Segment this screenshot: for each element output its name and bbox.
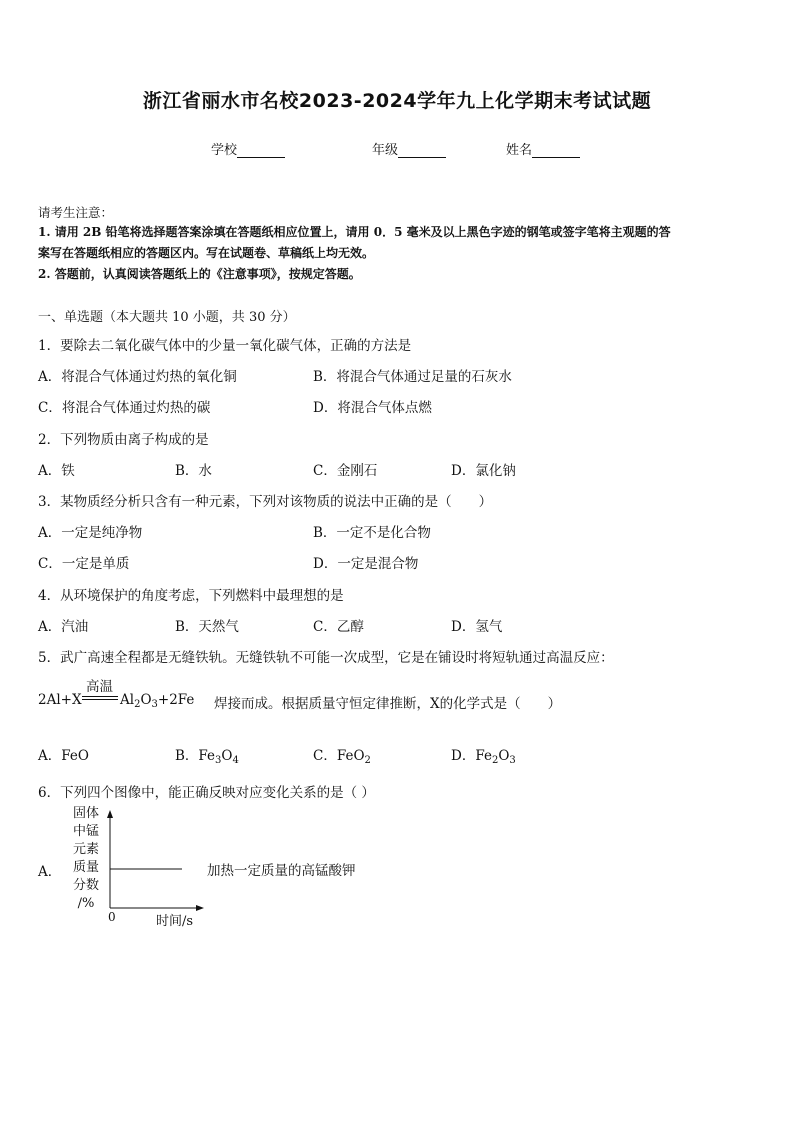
q2-option-c[interactable]: C．金刚石	[313, 463, 378, 479]
x-axis-arrow	[196, 905, 204, 911]
q2-option-b[interactable]: B．水	[175, 463, 212, 479]
q5-option-b[interactable]: B．$Fe_3O_4$	[175, 748, 239, 766]
q1-option-d[interactable]: D．将混合气体点燃	[313, 400, 432, 416]
school-blank[interactable]	[237, 144, 285, 158]
q4-option-c[interactable]: C．乙醇	[313, 619, 364, 635]
equation-right: $Al_2O_3+2Fe$	[120, 692, 195, 710]
name-label: 姓名	[506, 143, 533, 158]
equation-double-line	[82, 696, 118, 700]
q2-stem: 2．下列物质由离子构成的是	[38, 432, 209, 448]
q6-x-axis-label: 时间/s	[156, 914, 194, 929]
equation-left: 2Al+X	[38, 692, 82, 708]
notice-item1-line2: 案写在答题纸相应的答题区内。写在试题卷、草稿纸上均无效。	[38, 246, 375, 260]
q5-option-a[interactable]: A．FeO	[38, 748, 89, 764]
q6-origin: 0	[108, 910, 116, 924]
q1-option-b[interactable]: B．将混合气体通过足量的石灰水	[313, 369, 512, 385]
q3-option-c[interactable]: C．一定是单质	[38, 556, 130, 572]
q3-stem: 3．某物质经分析只含有一种元素，下列对该物质的说法中正确的是（ ）	[38, 494, 493, 510]
section-heading: 一、单选题（本大题共 10 小题，共 30 分）	[38, 310, 296, 325]
q1-option-a[interactable]: A．将混合气体通过灼热的氧化铜	[38, 369, 237, 385]
name-blank[interactable]	[532, 144, 580, 158]
equation-condition: 高温	[86, 679, 113, 695]
q3-option-d[interactable]: D．一定是混合物	[313, 556, 419, 572]
q6-y-axis-label: 固体 中锰 元素 质量 分数 /%	[72, 806, 99, 911]
q3-option-a[interactable]: A．一定是纯净物	[38, 525, 143, 541]
q5-equation	[38, 676, 562, 720]
q2-option-d[interactable]: D．氯化钠	[451, 463, 516, 479]
q6-stem: 6．下列四个图像中，能正确反映对应变化关系的是（ ）	[38, 785, 375, 801]
y-axis-arrow	[107, 810, 113, 818]
notice-item1-line1: 1. 请用 2B 铅笔将选择题答案涂填在答题纸相应位置上，请用 0．5 毫米及以上黑色字迹的钢笔或签字笔将主观题的答	[38, 225, 671, 239]
q2-option-a[interactable]: A．铁	[38, 463, 75, 479]
q6-graph-a	[100, 808, 210, 918]
notice-heading: 请考生注意：	[38, 205, 114, 220]
q4-option-b[interactable]: B．天然气	[175, 619, 239, 635]
q6-option-a-desc[interactable]: 加热一定质量的高锰酸钾	[207, 863, 356, 879]
grade-label: 年级	[372, 143, 399, 158]
q1-stem: 1．要除去二氧化碳气体中的少量一氧化碳气体，正确的方法是	[38, 338, 412, 354]
grade-field[interactable]	[372, 139, 446, 158]
q4-option-a[interactable]: A．汽油	[38, 619, 89, 635]
page-title: 浙江省丽水市名校2023-2024学年九上化学期末考试试题	[142, 90, 652, 112]
notice-item2: 2. 答题前，认真阅读答题纸上的《注意事项》，按规定答题。	[38, 267, 361, 281]
q5-option-d[interactable]: D．$Fe_2O_3$	[451, 748, 516, 766]
q3-option-b[interactable]: B．一定不是化合物	[313, 525, 431, 541]
name-field[interactable]	[506, 139, 580, 158]
school-label: 学校	[211, 143, 238, 158]
school-field[interactable]	[211, 139, 285, 158]
q5-stem: 5．武广高速全程都是无缝铁轨。无缝铁轨不可能一次成型，它是在铺设时将短轨通过高温反应：	[38, 650, 614, 666]
q1-option-c[interactable]: C．将混合气体通过灼热的碳	[38, 400, 211, 416]
q6-option-a-label[interactable]: A．	[38, 864, 62, 880]
q4-option-d[interactable]: D．氢气	[451, 619, 503, 635]
q5-option-c[interactable]: C．FeO$_2$	[313, 748, 371, 766]
q4-stem: 4．从环境保护的角度考虑，下列燃料中最理想的是	[38, 588, 344, 604]
grade-blank[interactable]	[398, 144, 446, 158]
equation-tail: 焊接而成。根据质量守恒定律推断，X的化学式是（ ）	[214, 696, 562, 712]
